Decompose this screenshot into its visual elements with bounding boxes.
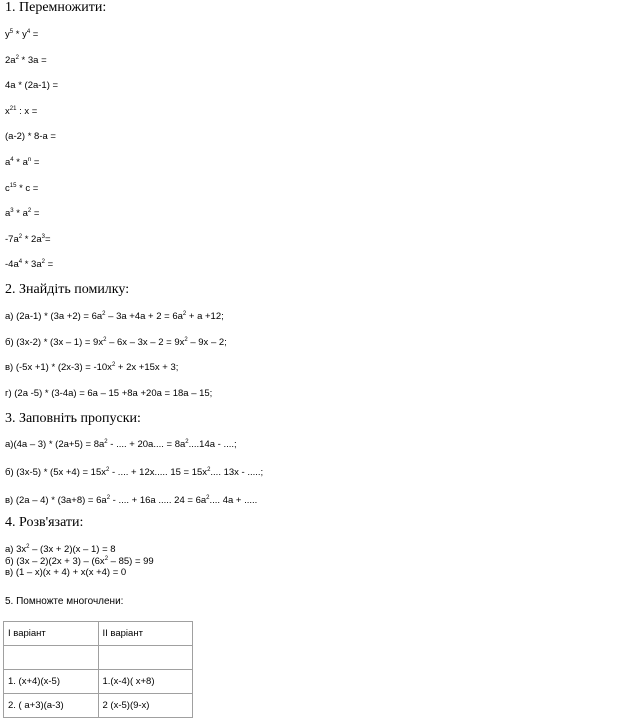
exponent: 2	[106, 495, 111, 501]
exponent: 2	[104, 555, 109, 562]
section2-item	[5, 337, 227, 349]
section-3-title: 3. Заповніть пропуски:	[5, 411, 141, 426]
exponent: 2	[106, 467, 110, 473]
exponent: 4	[10, 157, 14, 163]
section1-item	[5, 106, 37, 118]
table-cell: 2. ( a+3)(a-3)	[4, 694, 99, 718]
section1-item	[5, 259, 53, 271]
exponent: 4	[18, 259, 23, 266]
table-row	[4, 670, 193, 694]
section1-item	[5, 183, 38, 195]
section1-item	[5, 157, 39, 169]
section1-item	[5, 80, 58, 92]
exponent: 2	[206, 495, 210, 501]
table-row	[4, 646, 193, 670]
section4-item	[5, 544, 116, 556]
table-header-row	[4, 622, 193, 646]
expression-text: * 3a =	[18, 54, 47, 66]
section3-item	[5, 439, 237, 451]
exponent: n	[27, 157, 32, 163]
expression-text: – 85) = 99	[108, 555, 154, 567]
section-1-title: 1. Перемножити:	[5, 0, 107, 15]
exponent: 2	[185, 439, 189, 445]
section1-item	[5, 55, 47, 67]
expression-text: - .... + 12x..... 15 = 15x	[109, 467, 208, 478]
table-cell	[98, 646, 193, 670]
expression-text: 2a	[5, 54, 16, 66]
expression-text: + a +12;	[186, 311, 224, 322]
expression-text: б) (3x-5) * (5x +4) = 15x	[5, 467, 107, 478]
section-5-title: 5. Помножте многочлени:	[5, 596, 124, 607]
expression-text: (a-2) * 8-a =	[5, 131, 56, 143]
exponent: 21	[9, 105, 17, 112]
table-header-cell: I варіант	[4, 622, 99, 646]
expression-text: c	[5, 182, 10, 194]
expression-text: – (3x + 2)(x – 1) = 8	[29, 544, 116, 555]
section-4-title: 4. Розв'язати:	[5, 515, 84, 530]
section2-item	[5, 388, 212, 400]
section1-item	[5, 234, 51, 246]
expression-text: а)(4a – 3) * (2a+5) = 8a	[5, 439, 105, 450]
expression-text: * a	[13, 208, 28, 220]
expression-text: * y	[13, 29, 27, 40]
exponent: 2	[103, 336, 107, 343]
expression-text: а) (2a-1) * (3a +2) = 6a	[5, 311, 103, 322]
expression-text: * a	[13, 157, 28, 168]
expression-text: * 2a	[22, 233, 42, 245]
table-cell: 1.(x-4)( x+8)	[98, 670, 193, 694]
expression-text: .... 4a + .....	[209, 495, 258, 506]
exponent: 2	[26, 544, 30, 550]
section2-item	[5, 362, 178, 374]
exponent: 2	[15, 54, 19, 61]
expression-text: a	[5, 157, 11, 168]
table-row	[4, 694, 193, 718]
expression-text: .... 13x - .....;	[210, 467, 264, 478]
expression-text: в) (2a – 4) * (3a+8) = 6a	[5, 495, 107, 506]
expression-text: a	[5, 208, 11, 220]
section4-item	[5, 567, 126, 579]
table-cell: 2 (x-5)(9-x)	[98, 694, 193, 718]
expression-text: =	[31, 208, 40, 220]
exponent: 2	[184, 336, 188, 343]
expression-text: + 2x +15x + 3;	[115, 362, 179, 373]
expression-text: в) (1 – x)(x + 4) + x(x +4) = 0	[5, 567, 127, 578]
exponent: 2	[27, 208, 32, 215]
expression-text: в) (-5x +1) * (2x-3) = -10x	[5, 362, 112, 373]
expression-text: =	[44, 259, 54, 271]
expression-text: – 3a +4a + 2 = 6a	[105, 311, 183, 322]
exponent: 2	[207, 467, 211, 473]
section1-item	[5, 131, 56, 143]
expression-text: - .... + 20a.... = 8a	[107, 439, 186, 450]
exponent: 2	[102, 311, 106, 317]
exponent: 5	[9, 29, 14, 35]
variants-table	[3, 621, 193, 718]
expression-text: а) 3x	[5, 544, 27, 555]
exponent: 4	[26, 29, 31, 35]
expression-text: =	[31, 157, 40, 168]
expression-text: =	[30, 29, 39, 40]
expression-text: – 9x – 2;	[187, 336, 227, 348]
table-header-cell: II варіант	[98, 622, 193, 646]
expression-text: y	[5, 29, 10, 40]
expression-text: * c =	[16, 182, 39, 194]
expression-text: б) (3x-2) * (3x – 1) = 9x	[5, 336, 104, 348]
section3-item	[5, 495, 257, 507]
section3-item	[5, 467, 263, 479]
expression-text: -4a	[5, 259, 19, 271]
expression-text: : x =	[16, 105, 38, 117]
table-cell	[4, 646, 99, 670]
expression-text: 4a * (2a-1) =	[5, 80, 59, 92]
exponent: 3	[10, 208, 14, 215]
expression-text: - .... + 16a ..... 24 = 6a	[110, 495, 207, 506]
table-cell: 1. (x+4)(x-5)	[4, 670, 99, 694]
expression-text: б) (3x – 2)(2x + 3) – (6x	[5, 555, 105, 567]
expression-text: – 6x – 3x – 2 = 9x	[106, 336, 185, 348]
expression-text: ....14a - ....;	[188, 439, 237, 450]
exponent: 2	[182, 311, 187, 317]
expression-text: -7a	[5, 233, 19, 245]
section1-item	[5, 208, 39, 220]
exponent: 3	[41, 233, 45, 240]
expression-text: * 3a	[22, 259, 42, 271]
exponent: 15	[9, 182, 17, 189]
expression-text: =	[44, 233, 51, 245]
expression-text: г) (2a -5) * (3-4a) = 6a – 15 +8a +20a = 18a – 15;	[5, 387, 213, 399]
exponent: 2	[18, 233, 23, 240]
exponent: 2	[41, 259, 45, 266]
section1-item	[5, 29, 38, 41]
exponent: 2	[104, 439, 108, 445]
exponent: 2	[111, 362, 116, 368]
section4-item	[5, 556, 154, 568]
expression-text: x	[5, 105, 10, 117]
section-2-title: 2. Знайдіть помилку:	[5, 282, 130, 297]
section2-item	[5, 311, 224, 323]
